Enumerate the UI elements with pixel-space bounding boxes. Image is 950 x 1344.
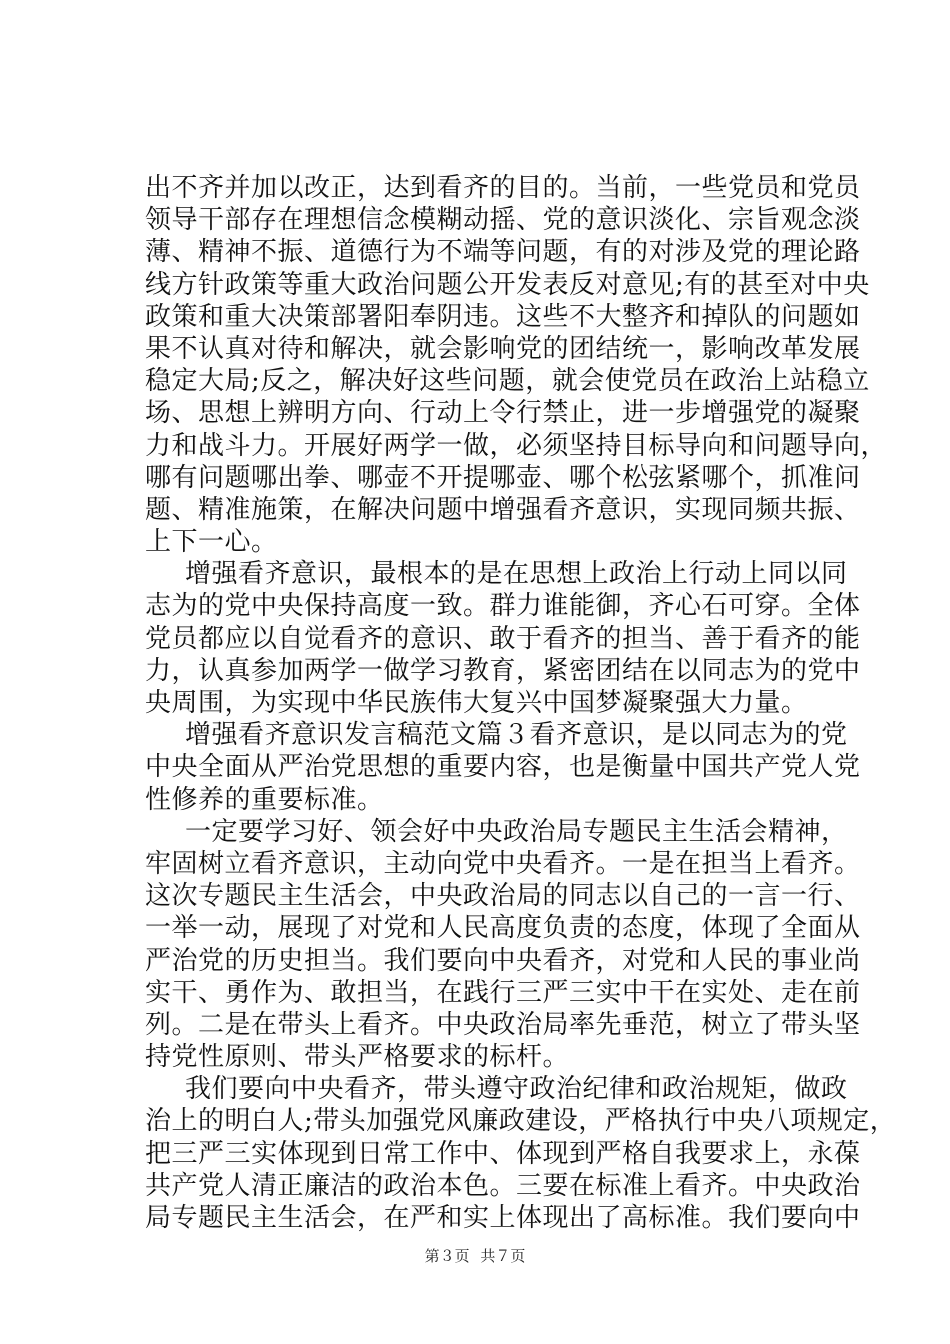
text-line: 哪有问题哪出拳、哪壶不开提哪壶、哪个松弦紧哪个，抓准问 <box>145 462 861 493</box>
text-line: 力和战斗力。开展好两学一做，必须坚持目标导向和问题导向， <box>145 430 888 461</box>
text-line: 一举一动，展现了对党和人民高度负责的态度，体现了全面从 <box>145 913 861 944</box>
text-line: 政策和重大决策部署阳奉阴违。这些不大整齐和掉队的问题如 <box>145 301 861 332</box>
text-line: 薄、精神不振、道德行为不端等问题，有的对涉及党的理论路 <box>145 237 861 268</box>
text-line: 增强看齐意识发言稿范文篇３看齐意识，是以同志为的党 <box>185 720 848 751</box>
text-line: 党员都应以自觉看齐的意识、敢于看齐的担当、善于看齐的能 <box>145 623 861 654</box>
text-line: 稳定大局;反之，解决好这些问题，就会使党员在政治上站稳立 <box>145 366 870 397</box>
page-footer <box>0 1245 950 1266</box>
text-line: 一定要学习好、领会好中央政治局专题民主生活会精神， <box>185 816 848 847</box>
text-line: 领导干部存在理想信念模糊动摇、党的意识淡化、宗旨观念淡 <box>145 205 861 236</box>
text-line: 上下一心。 <box>145 527 278 558</box>
text-line: 把三严三实体现到日常工作中、体现到严格自我要求上，永葆 <box>145 1138 861 1169</box>
text-line: 果不认真对待和解决，就会影响党的团结统一，影响改革发展 <box>145 333 861 364</box>
text-line: 力，认真参加两学一做学习教育，紧密团结在以同志为的党中 <box>145 655 861 686</box>
text-line: 治上的明白人;带头加强党风廉政建设，严格执行中央八项规定， <box>145 1106 897 1137</box>
text-line: 性修养的重要标准。 <box>145 784 384 815</box>
page-number: 第３页 <box>424 1247 470 1265</box>
text-line: 志为的党中央保持高度一致。群力谁能御，齐心石可穿。全体 <box>145 591 861 622</box>
text-line: 场、思想上辨明方向、行动上令行禁止，进一步增强党的凝聚 <box>145 398 861 429</box>
text-line: 共产党人清正廉洁的政治本色。三要在标准上看齐。中央政治 <box>145 1170 861 1201</box>
text-line: 严治党的历史担当。我们要向中央看齐，对党和人民的事业尚 <box>145 945 861 976</box>
text-line: 出不齐并加以改正，达到看齐的目的。当前，一些党员和党员 <box>145 173 861 203</box>
page-total: 共７页 <box>480 1247 526 1265</box>
text-line: 这次专题民主生活会，中央政治局的同志以自己的一言一行、 <box>145 881 861 912</box>
text-line: 实干、勇作为、敢担当，在践行三严三实中干在实处、走在前 <box>145 977 861 1008</box>
text-line: 牢固树立看齐意识，主动向党中央看齐。一是在担当上看齐。 <box>145 848 861 879</box>
text-line: 我们要向中央看齐，带头遵守政治纪律和政治规矩，做政 <box>185 1074 848 1105</box>
text-line: 央周围，为实现中华民族伟大复兴中国梦凝聚强大力量。 <box>145 688 808 718</box>
text-line: 题、精准施策，在解决问题中增强看齐意识，实现同频共振、 <box>145 494 861 525</box>
text-line: 列。二是在带头上看齐。中央政治局率先垂范，树立了带头坚 <box>145 1009 861 1040</box>
text-line: 线方针政策等重大政治问题公开发表反对意见;有的甚至对中央 <box>145 269 870 300</box>
text-line: 中央全面从严治党思想的重要内容，也是衡量中国共产党人党 <box>145 752 861 783</box>
document-body <box>145 172 897 1234</box>
text-line: 局专题民主生活会，在严和实上体现出了高标准。我们要向中 <box>145 1203 861 1233</box>
text-line: 持党性原则、带头严格要求的标杆。 <box>145 1042 570 1073</box>
text-line: 增强看齐意识，最根本的是在思想上政治上行动上同以同 <box>185 559 848 590</box>
